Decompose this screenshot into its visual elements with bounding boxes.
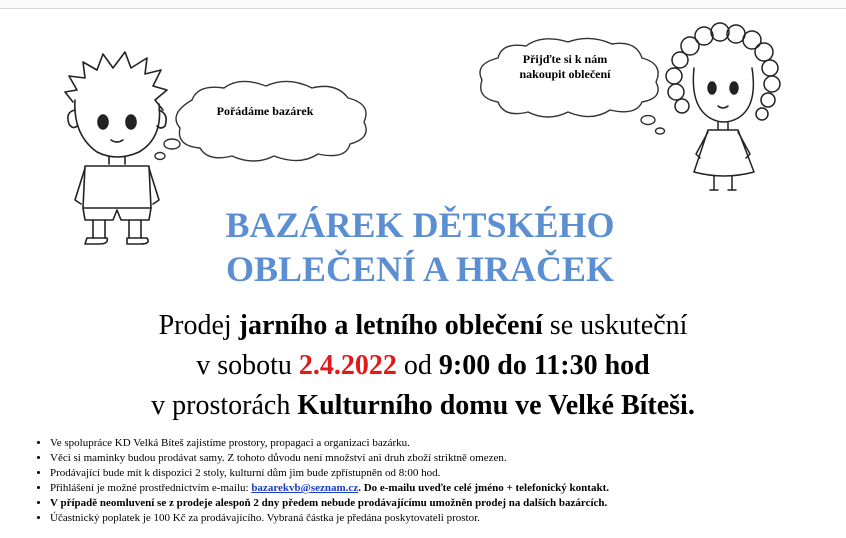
lead-line-1 <box>0 306 846 346</box>
event-venue: Kulturního domu ve Velké Bíteši. <box>297 390 695 421</box>
note-item: • Věci si maminky budou prodávat samy. Z tohoto důvodu není množství ani druh zboží striktně omezen. <box>50 451 846 466</box>
right-thought-bubble <box>470 36 670 136</box>
lead-l3-a: v prostorách <box>151 390 298 421</box>
lead-line-2 <box>0 346 846 386</box>
event-time: 9:00 do 11:30 hod <box>438 350 650 381</box>
lead-l1-c: se uskuteční <box>542 310 688 341</box>
title-line-2: OBLEČENÍ A HRAČEK <box>225 249 615 289</box>
note-item: • Ve spolupráce KD Velká Bíteš zajistíme prostory, propagaci a organizaci bazárku. <box>50 436 846 451</box>
email-link[interactable]: bazarekvb@seznam.cz <box>251 482 359 494</box>
note-item: • Účastnický poplatek je 100 Kč za prodávajícího. Vybraná částka je předána poskytovateli prostor. <box>50 511 846 526</box>
lead-line-3 <box>0 386 846 426</box>
left-bubble-text: Pořádáme bazárek <box>216 104 314 118</box>
note-item: • V případě neomluvení se z prodeje alespoň 2 dny předem nebude prodávajícímu umožněn prodej na dalších bazárcích. <box>50 496 846 511</box>
lead-l2-a: v sobotu <box>196 350 299 381</box>
note-item <box>50 481 846 496</box>
event-description <box>0 306 846 426</box>
event-date: 2.4.2022 <box>298 350 397 381</box>
girl-illustration <box>660 22 790 197</box>
note-4-text-a: Přihlášení je možné prostřednictvím e-mailu: <box>50 482 252 494</box>
note-4-text-b: . Do e-mailu uveďte celé jméno + telefonický kontakt. <box>358 482 609 494</box>
right-bubble-line2: nakoupit oblečení <box>519 67 611 81</box>
right-bubble-line1: Přijďte si k nám <box>522 52 608 66</box>
notes-list <box>28 436 846 526</box>
page-title <box>120 203 720 291</box>
lead-l2-c: od <box>396 350 439 381</box>
top-bar <box>0 0 846 9</box>
right-bubble-text <box>495 52 635 82</box>
lead-l1-season: jarního a letního oblečení <box>238 310 543 341</box>
title-line-1: BAZÁREK DĚTSKÉHO <box>225 205 615 245</box>
left-thought-bubble <box>150 78 380 168</box>
note-item: • Prodávající bude mít k dispozici 2 stoly, kulturní dům jim bude zpřístupněn od 8:00 hod. <box>50 466 846 481</box>
lead-l1-a: Prodej <box>158 310 239 341</box>
